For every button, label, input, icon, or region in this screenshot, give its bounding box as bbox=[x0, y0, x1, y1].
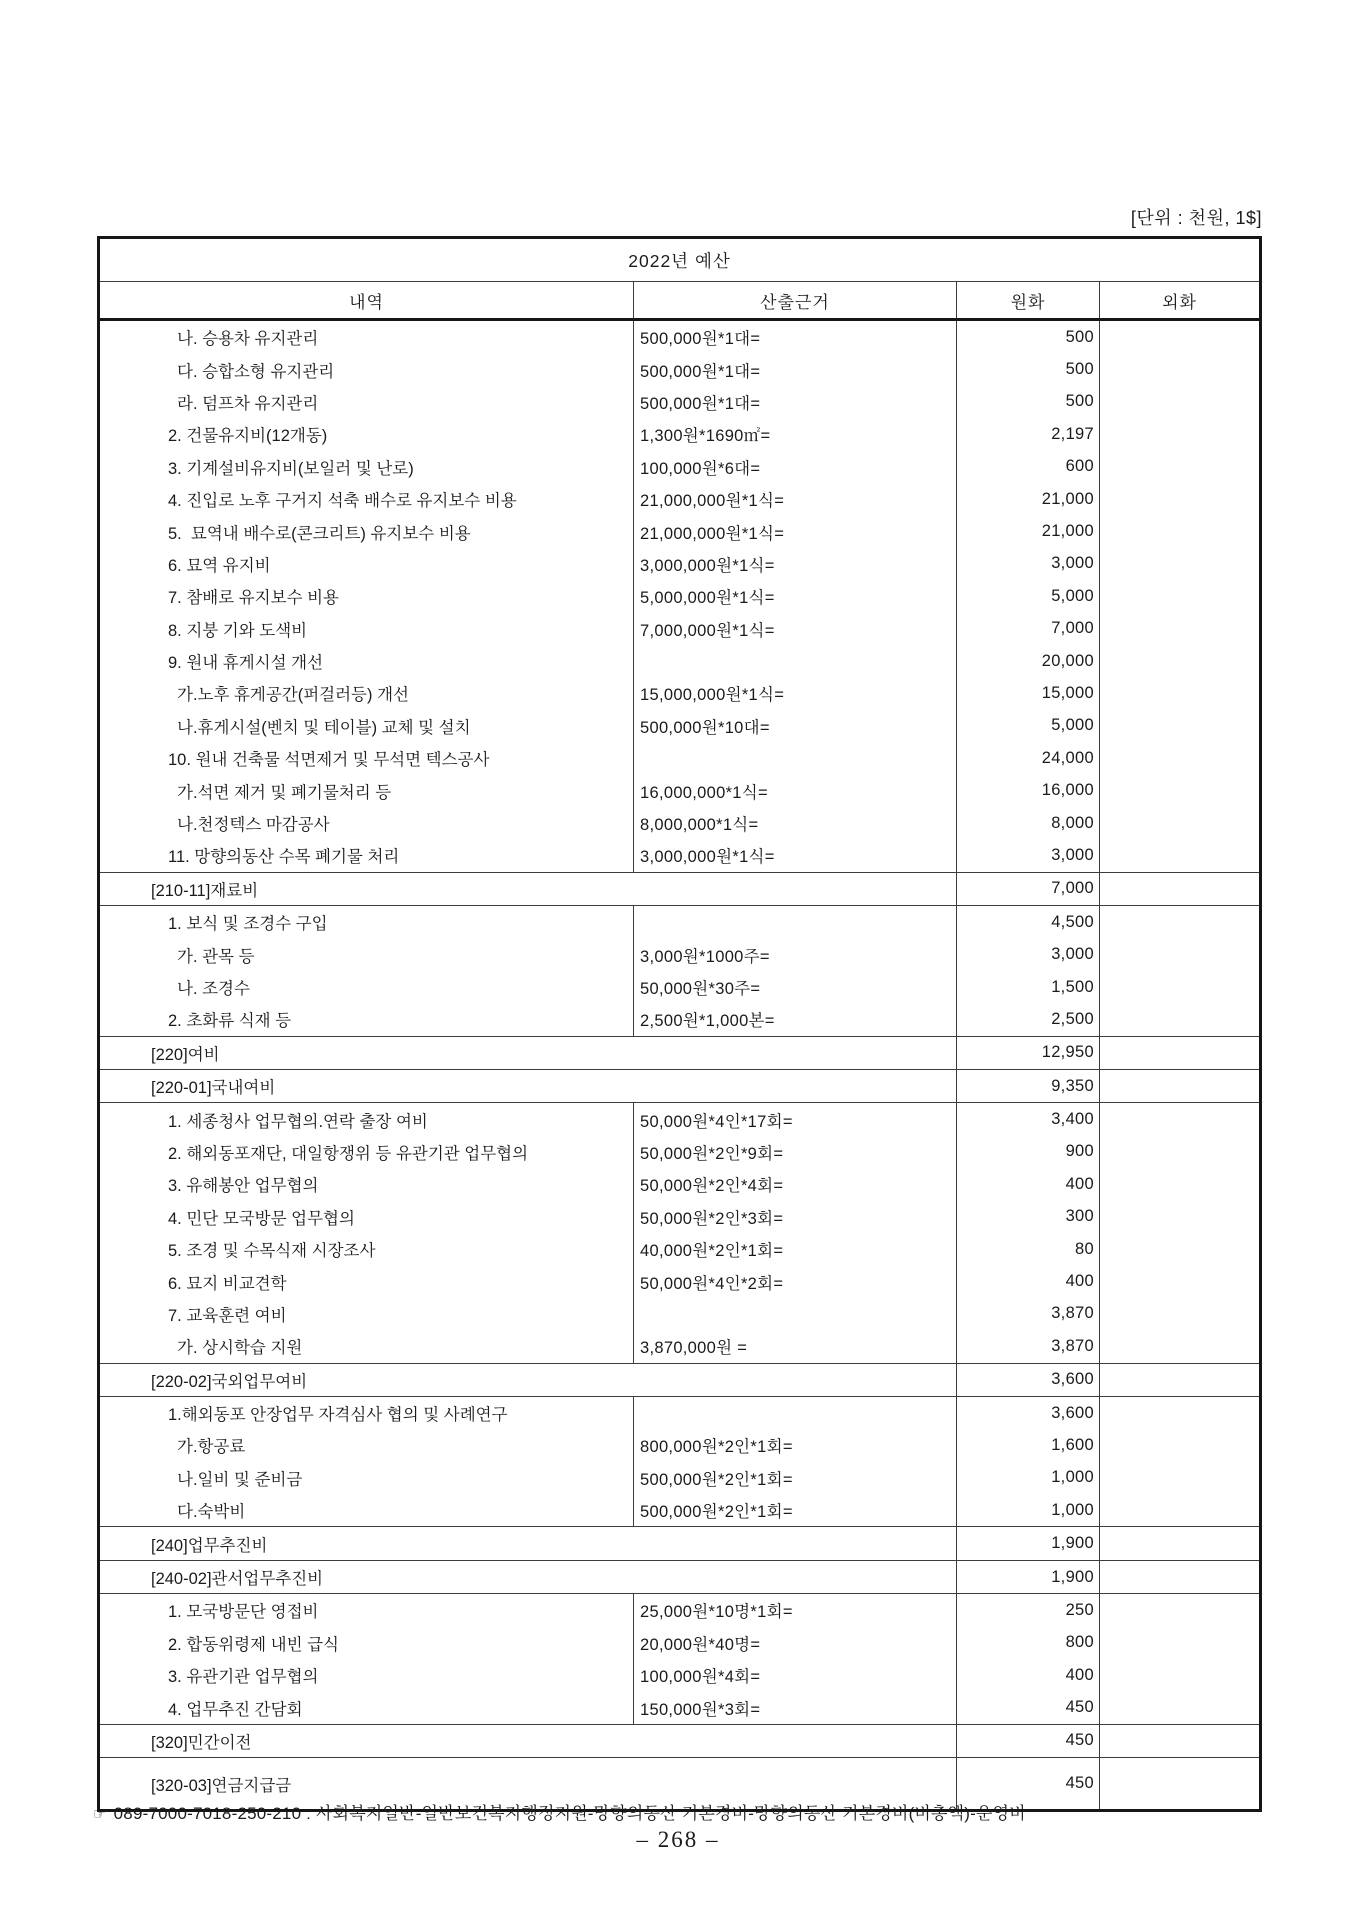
col-header-fx: 외화 bbox=[1100, 282, 1261, 320]
krw-value: 7,000 bbox=[957, 872, 1100, 905]
name-value: 가.석면 제거 및 폐기물처리 등 bbox=[99, 774, 634, 806]
budget-item-row bbox=[99, 418, 1261, 450]
fx-value bbox=[1100, 1201, 1261, 1233]
basis-value: 100,000원*6대= bbox=[634, 451, 957, 483]
name-value: 다. 승합소형 유지관리 bbox=[99, 353, 634, 385]
krw-value: 400 bbox=[957, 1168, 1100, 1200]
krw-value: 500 bbox=[957, 353, 1100, 385]
fx-value bbox=[1100, 839, 1261, 872]
fx-value bbox=[1100, 971, 1261, 1003]
name-value: 가. 관목 등 bbox=[99, 938, 634, 970]
budget-item-row bbox=[99, 1201, 1261, 1233]
budget-item-row bbox=[99, 1136, 1261, 1168]
name-value: 가.노후 휴게공간(퍼걸러등) 개선 bbox=[99, 677, 634, 709]
basis-value: 15,000,000원*1식= bbox=[634, 677, 957, 709]
basis-value: 3,870,000원 = bbox=[634, 1330, 957, 1363]
fx-value bbox=[1100, 1429, 1261, 1461]
budget-item-row bbox=[99, 742, 1261, 774]
footnote-text: 089-7000-7018-250-210 : 사회복지일반-일반보건복지행정지원-망향의동산 기본경비-망향의동산 기본경비(비총액)-운영비 bbox=[113, 1804, 1026, 1823]
krw-value: 80 bbox=[957, 1233, 1100, 1265]
budget-table-body bbox=[99, 320, 1261, 1811]
basis-value: 50,000원*30주= bbox=[634, 971, 957, 1003]
budget-item-row bbox=[99, 839, 1261, 872]
krw-value: 2,500 bbox=[957, 1003, 1100, 1036]
fx-value bbox=[1100, 515, 1261, 547]
name-value: 2. 초화류 식재 등 bbox=[99, 1003, 634, 1036]
budget-table bbox=[97, 236, 1262, 1812]
fx-value bbox=[1100, 483, 1261, 515]
basis-value: 100,000원*4회= bbox=[634, 1659, 957, 1691]
budget-item-row bbox=[99, 548, 1261, 580]
fx-value bbox=[1100, 353, 1261, 385]
name-value: 2. 건물유지비(12개동) bbox=[99, 418, 634, 450]
fx-value bbox=[1100, 677, 1261, 709]
name-value: 5. 묘역내 배수로(콘크리트) 유지보수 비용 bbox=[99, 515, 634, 547]
krw-value: 450 bbox=[957, 1724, 1100, 1757]
budget-item-row bbox=[99, 1396, 1261, 1429]
name-value: [220-01]국내여비 bbox=[99, 1069, 957, 1102]
budget-item-row bbox=[99, 580, 1261, 612]
krw-value: 400 bbox=[957, 1659, 1100, 1691]
krw-value: 3,000 bbox=[957, 938, 1100, 970]
krw-value: 24,000 bbox=[957, 742, 1100, 774]
krw-value: 5,000 bbox=[957, 710, 1100, 742]
krw-value: 800 bbox=[957, 1627, 1100, 1659]
name-value: 나.휴게시설(벤치 및 테이블) 교체 및 설치 bbox=[99, 710, 634, 742]
budget-item-row bbox=[99, 1233, 1261, 1265]
budget-section-row bbox=[99, 1560, 1261, 1593]
basis-value: 500,000원*1대= bbox=[634, 386, 957, 418]
budget-item-row bbox=[99, 1691, 1261, 1724]
basis-value: 21,000,000원*1식= bbox=[634, 515, 957, 547]
fx-value bbox=[1100, 1069, 1261, 1102]
budget-item-row bbox=[99, 1429, 1261, 1461]
fx-value bbox=[1100, 807, 1261, 839]
basis-value: 500,000원*2인*1회= bbox=[634, 1462, 957, 1494]
basis-value: 7,000,000원*1식= bbox=[634, 613, 957, 645]
krw-value: 16,000 bbox=[957, 774, 1100, 806]
name-value: [320]민간이전 bbox=[99, 1724, 957, 1757]
fx-value bbox=[1100, 580, 1261, 612]
name-value: [220]여비 bbox=[99, 1036, 957, 1069]
budget-item-row bbox=[99, 1330, 1261, 1363]
krw-value: 3,400 bbox=[957, 1103, 1100, 1136]
fx-value bbox=[1100, 1560, 1261, 1593]
krw-value: 450 bbox=[957, 1691, 1100, 1724]
basis-value: 2,500원*1,000본= bbox=[634, 1003, 957, 1036]
krw-value: 20,000 bbox=[957, 645, 1100, 677]
budget-item-row bbox=[99, 774, 1261, 806]
basis-value: 150,000원*3회= bbox=[634, 1691, 957, 1724]
fx-value bbox=[1100, 1003, 1261, 1036]
krw-value: 1,000 bbox=[957, 1462, 1100, 1494]
krw-value: 250 bbox=[957, 1594, 1100, 1627]
krw-value: 1,900 bbox=[957, 1560, 1100, 1593]
budget-item-row bbox=[99, 645, 1261, 677]
krw-value: 8,000 bbox=[957, 807, 1100, 839]
basis-value: 20,000원*40명= bbox=[634, 1627, 957, 1659]
name-value: 1. 보식 및 조경수 구입 bbox=[99, 906, 634, 939]
budget-item-row bbox=[99, 1003, 1261, 1036]
name-value: 8. 지붕 기와 도색비 bbox=[99, 613, 634, 645]
fx-value bbox=[1100, 1691, 1261, 1724]
basis-value: 800,000원*2인*1회= bbox=[634, 1429, 957, 1461]
basis-value: 21,000,000원*1식= bbox=[634, 483, 957, 515]
basis-value: 500,000원*10대= bbox=[634, 710, 957, 742]
name-value: [210-11]재료비 bbox=[99, 872, 957, 905]
fx-value bbox=[1100, 1136, 1261, 1168]
krw-value: 3,000 bbox=[957, 548, 1100, 580]
name-value: 나. 조경수 bbox=[99, 971, 634, 1003]
name-value: 1. 모국방문단 영접비 bbox=[99, 1594, 634, 1627]
budget-item-row bbox=[99, 1298, 1261, 1330]
krw-value: 3,870 bbox=[957, 1298, 1100, 1330]
budget-item-row bbox=[99, 677, 1261, 709]
name-value: 나.일비 및 준비금 bbox=[99, 1462, 634, 1494]
name-value: 라. 덤프차 유지관리 bbox=[99, 386, 634, 418]
basis-value: 3,000,000원*1식= bbox=[634, 839, 957, 872]
name-value: 1.해외동포 안장업무 자격심사 협의 및 사례연구 bbox=[99, 1396, 634, 1429]
basis-value: 8,000,000*1식= bbox=[634, 807, 957, 839]
krw-value: 21,000 bbox=[957, 483, 1100, 515]
basis-value bbox=[634, 645, 957, 677]
table-title-row bbox=[99, 238, 1261, 282]
basis-value: 50,000원*2인*4회= bbox=[634, 1168, 957, 1200]
krw-value: 300 bbox=[957, 1201, 1100, 1233]
basis-value bbox=[634, 1298, 957, 1330]
name-value: [220-02]국외업무여비 bbox=[99, 1363, 957, 1396]
name-value: 나. 승용차 유지관리 bbox=[99, 320, 634, 354]
basis-value bbox=[634, 1396, 957, 1429]
basis-value: 500,000원*2인*1회= bbox=[634, 1494, 957, 1527]
budget-item-row bbox=[99, 1494, 1261, 1527]
name-value: 11. 망향의동산 수목 폐기물 처리 bbox=[99, 839, 634, 872]
krw-value: 1,600 bbox=[957, 1429, 1100, 1461]
fx-value bbox=[1100, 1659, 1261, 1691]
basis-value: 50,000원*4인*2회= bbox=[634, 1265, 957, 1297]
basis-value: 500,000원*1대= bbox=[634, 353, 957, 385]
krw-value: 1,000 bbox=[957, 1494, 1100, 1527]
name-value: [240]업무추진비 bbox=[99, 1527, 957, 1560]
name-value: 4. 업무추진 간담회 bbox=[99, 1691, 634, 1724]
name-value: 2. 합동위령제 내빈 급식 bbox=[99, 1627, 634, 1659]
budget-section-row bbox=[99, 872, 1261, 905]
budget-item-row bbox=[99, 938, 1261, 970]
name-value: 1. 세종청사 업무협의.연락 출장 여비 bbox=[99, 1103, 634, 1136]
fx-value bbox=[1100, 613, 1261, 645]
basis-value bbox=[634, 742, 957, 774]
krw-value: 9,350 bbox=[957, 1069, 1100, 1102]
fx-value bbox=[1100, 1363, 1261, 1396]
basis-value bbox=[634, 906, 957, 939]
budget-item-row bbox=[99, 1168, 1261, 1200]
budget-item-row bbox=[99, 807, 1261, 839]
krw-value: 2,197 bbox=[957, 418, 1100, 450]
name-value: 5. 조경 및 수목식재 시장조사 bbox=[99, 1233, 634, 1265]
krw-value: 4,500 bbox=[957, 906, 1100, 939]
basis-value: 50,000원*4인*17회= bbox=[634, 1103, 957, 1136]
name-value: 나.천정텍스 마감공사 bbox=[99, 807, 634, 839]
fx-value bbox=[1100, 1265, 1261, 1297]
budget-item-row bbox=[99, 386, 1261, 418]
budget-item-row bbox=[99, 320, 1261, 354]
krw-value: 5,000 bbox=[957, 580, 1100, 612]
fx-value bbox=[1100, 872, 1261, 905]
basis-value: 50,000원*2인*9회= bbox=[634, 1136, 957, 1168]
name-value: 4. 진입로 노후 구거지 석축 배수로 유지보수 비용 bbox=[99, 483, 634, 515]
fx-value bbox=[1100, 1396, 1261, 1429]
table-title: 2022년 예산 bbox=[99, 238, 1261, 282]
page-number: – 268 – bbox=[636, 1827, 720, 1852]
budget-item-row bbox=[99, 1627, 1261, 1659]
budget-item-row bbox=[99, 1462, 1261, 1494]
fx-value bbox=[1100, 451, 1261, 483]
unit-label: [단위 : 천원, 1$] bbox=[1130, 208, 1262, 228]
budget-item-row bbox=[99, 710, 1261, 742]
footnote bbox=[93, 1799, 1026, 1824]
krw-value: 900 bbox=[957, 1136, 1100, 1168]
budget-item-row bbox=[99, 1103, 1261, 1136]
fx-value bbox=[1100, 1527, 1261, 1560]
krw-value: 15,000 bbox=[957, 677, 1100, 709]
krw-value: 3,870 bbox=[957, 1330, 1100, 1363]
krw-value: 450 bbox=[957, 1758, 1100, 1811]
name-value: 3. 유해봉안 업무협의 bbox=[99, 1168, 634, 1200]
budget-section-row bbox=[99, 1363, 1261, 1396]
fx-value bbox=[1100, 1168, 1261, 1200]
krw-value: 3,600 bbox=[957, 1363, 1100, 1396]
name-value: 10. 원내 건축물 석면제거 및 무석면 텍스공사 bbox=[99, 742, 634, 774]
pointing-hand-icon: ☞ bbox=[93, 1806, 107, 1823]
fx-value bbox=[1100, 1233, 1261, 1265]
budget-item-row bbox=[99, 515, 1261, 547]
fx-value bbox=[1100, 1724, 1261, 1757]
budget-section-row bbox=[99, 1527, 1261, 1560]
budget-item-row bbox=[99, 1659, 1261, 1691]
name-value: 7. 교육훈련 여비 bbox=[99, 1298, 634, 1330]
fx-value bbox=[1100, 906, 1261, 939]
fx-value bbox=[1100, 742, 1261, 774]
krw-value: 7,000 bbox=[957, 613, 1100, 645]
fx-value bbox=[1100, 774, 1261, 806]
name-value: 6. 묘역 유지비 bbox=[99, 548, 634, 580]
budget-item-row bbox=[99, 353, 1261, 385]
basis-value: 5,000,000원*1식= bbox=[634, 580, 957, 612]
name-value: 2. 해외동포재단, 대일항쟁위 등 유관기관 업무협의 bbox=[99, 1136, 634, 1168]
fx-value bbox=[1100, 1594, 1261, 1627]
fx-value bbox=[1100, 1494, 1261, 1527]
basis-value: 16,000,000*1식= bbox=[634, 774, 957, 806]
budget-section-row bbox=[99, 1724, 1261, 1757]
fx-value bbox=[1100, 418, 1261, 450]
name-value: 9. 원내 휴게시설 개선 bbox=[99, 645, 634, 677]
name-value: 7. 참배로 유지보수 비용 bbox=[99, 580, 634, 612]
budget-item-row bbox=[99, 906, 1261, 939]
fx-value bbox=[1100, 320, 1261, 354]
budget-section-row bbox=[99, 1069, 1261, 1102]
budget-item-row bbox=[99, 971, 1261, 1003]
fx-value bbox=[1100, 1036, 1261, 1069]
basis-value: 3,000,000원*1식= bbox=[634, 548, 957, 580]
budget-item-row bbox=[99, 483, 1261, 515]
name-value: 3. 기계설비유지비(보일러 및 난로) bbox=[99, 451, 634, 483]
budget-item-row bbox=[99, 451, 1261, 483]
col-header-krw: 원화 bbox=[957, 282, 1100, 320]
budget-section-row bbox=[99, 1036, 1261, 1069]
krw-value: 1,500 bbox=[957, 971, 1100, 1003]
basis-value: 25,000원*10명*1회= bbox=[634, 1594, 957, 1627]
name-value: [320-03]연금지급금 bbox=[99, 1758, 957, 1811]
krw-value: 21,000 bbox=[957, 515, 1100, 547]
fx-value bbox=[1100, 1627, 1261, 1659]
basis-value: 50,000원*2인*3회= bbox=[634, 1201, 957, 1233]
name-value: [240-02]관서업무추진비 bbox=[99, 1560, 957, 1593]
name-value: 4. 민단 모국방문 업무협의 bbox=[99, 1201, 634, 1233]
col-header-basis: 산출근거 bbox=[634, 282, 957, 320]
krw-value: 400 bbox=[957, 1265, 1100, 1297]
fx-value bbox=[1100, 548, 1261, 580]
krw-value: 3,600 bbox=[957, 1396, 1100, 1429]
name-value: 6. 묘지 비교견학 bbox=[99, 1265, 634, 1297]
name-value: 가.항공료 bbox=[99, 1429, 634, 1461]
basis-value: 3,000원*1000주= bbox=[634, 938, 957, 970]
krw-value: 12,950 bbox=[957, 1036, 1100, 1069]
fx-value bbox=[1100, 1330, 1261, 1363]
fx-value bbox=[1100, 386, 1261, 418]
krw-value: 1,900 bbox=[957, 1527, 1100, 1560]
name-value: 다.숙박비 bbox=[99, 1494, 634, 1527]
col-header-detail: 내역 bbox=[99, 282, 634, 320]
basis-value: 500,000원*1대= bbox=[634, 320, 957, 354]
budget-item-row bbox=[99, 1265, 1261, 1297]
fx-value bbox=[1100, 1298, 1261, 1330]
fx-value bbox=[1100, 938, 1261, 970]
fx-value bbox=[1100, 1103, 1261, 1136]
fx-value bbox=[1100, 710, 1261, 742]
basis-value: 1,300원*1690㎡= bbox=[634, 418, 957, 450]
basis-value: 40,000원*2인*1회= bbox=[634, 1233, 957, 1265]
budget-item-row bbox=[99, 1594, 1261, 1627]
krw-value: 600 bbox=[957, 451, 1100, 483]
krw-value: 500 bbox=[957, 386, 1100, 418]
name-value: 3. 유관기관 업무협의 bbox=[99, 1659, 634, 1691]
table-header-row bbox=[99, 282, 1261, 320]
name-value: 가. 상시학습 지원 bbox=[99, 1330, 634, 1363]
fx-value bbox=[1100, 645, 1261, 677]
krw-value: 3,000 bbox=[957, 839, 1100, 872]
budget-item-row bbox=[99, 613, 1261, 645]
fx-value bbox=[1100, 1758, 1261, 1811]
krw-value: 500 bbox=[957, 320, 1100, 354]
fx-value bbox=[1100, 1462, 1261, 1494]
